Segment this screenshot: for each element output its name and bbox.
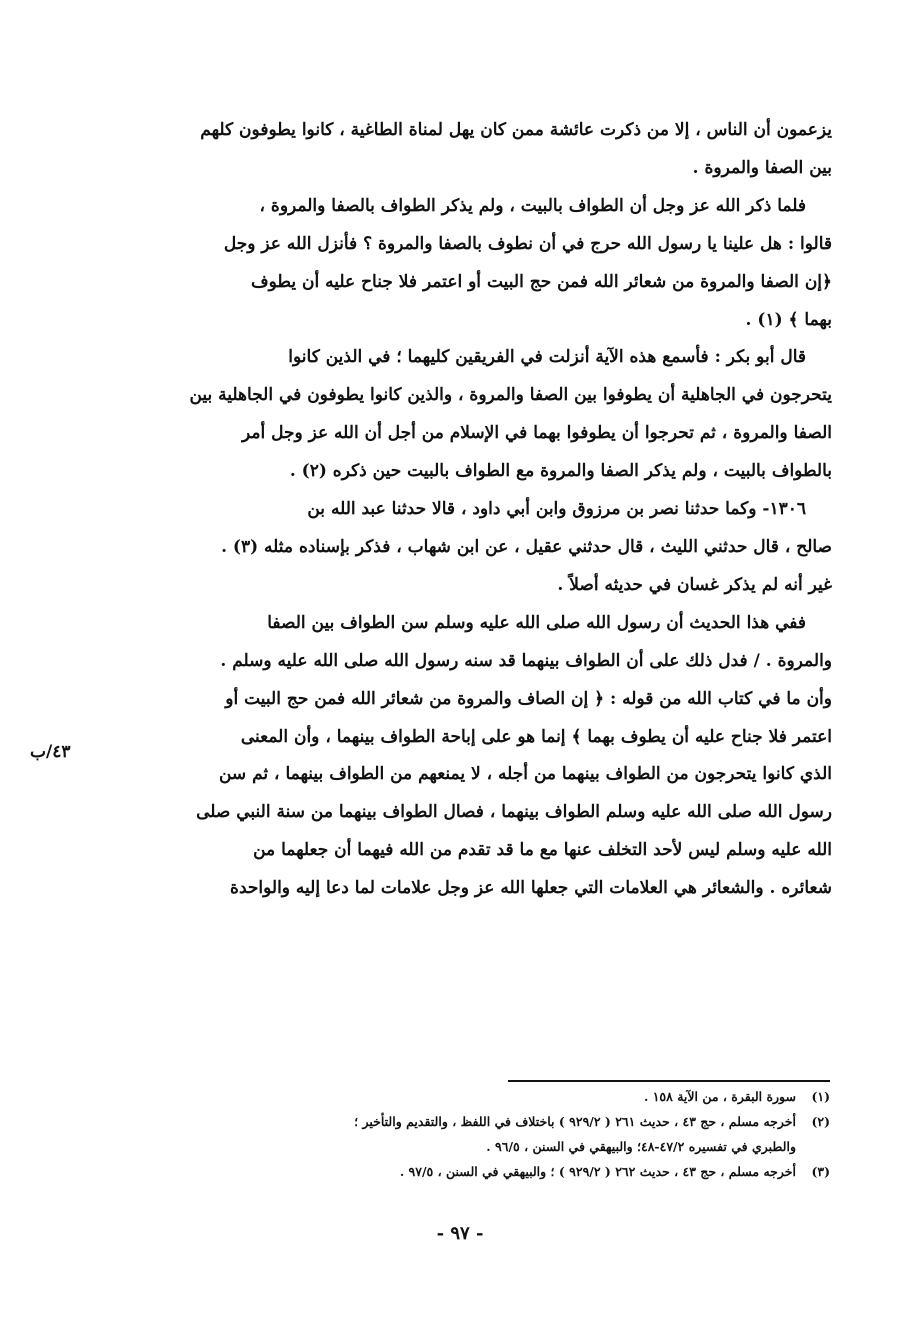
footnote-2 bbox=[112, 1109, 830, 1159]
line: شعائره . والشعائر هي العلامات التي جعلها الله عز وجل علامات لما دعا إليه والواحدة bbox=[230, 878, 832, 899]
footnote-line: أخرجه مسلم ، حج ٤٣ ، حديث ٢٦١ ( ٩٢٩/٢ ) باختلاف في اللفظ ، والتقديم والتأخير ؛ bbox=[354, 1114, 796, 1129]
line: ١٣٠٦- وكما حدثنا نصر بن مرزوق وابن أبي داود ، قالا حدثنا عبد الله بن bbox=[307, 499, 806, 520]
footnote-divider bbox=[508, 1080, 830, 1082]
line: صالح ، قال حدثني الليث ، قال حدثني عقيل ، عن ابن شهاب ، فذكر بإسناده مثله (٣) . bbox=[221, 536, 832, 557]
line: والمروة . / فدل ذلك على أن الطواف بينهما قد سنه رسول الله صلى الله عليه وسلم . bbox=[220, 650, 832, 671]
line: بين الصفا والمروة . bbox=[692, 157, 832, 178]
footnote-text bbox=[112, 1159, 796, 1184]
paragraph-5 bbox=[112, 605, 832, 908]
main-text bbox=[112, 112, 832, 908]
manuscript-folio-marker: ٤٣/ب bbox=[30, 742, 71, 762]
footnote-number: (١) bbox=[811, 1089, 830, 1104]
line: يتحرجون في الجاهلية أن يطوفوا بين الصفا والمروة ، والذين كانوا يطوفون في الجاهلية بين bbox=[189, 385, 832, 406]
line: فلما ذكر الله عز وجل أن الطواف بالبيت ، ولم يذكر الطواف بالصفا والمروة ، bbox=[259, 195, 806, 216]
paragraph-1 bbox=[112, 112, 832, 188]
line: الصفا والمروة ، ثم تحرجوا أن يطوفوا بهما في الإسلام من أجل أن الله عز وجل أمر bbox=[241, 423, 832, 444]
line: غير أنه لم يذكر غسان في حديثه أصلاً . bbox=[557, 574, 832, 595]
line: اعتمر فلا جناح عليه أن يطوف بهما ﴾ إنما هو على إباحة الطواف بينهما ، وأن المعنى bbox=[240, 726, 832, 747]
footnote-line: والطبري في تفسيره ٤٧/٢-٤٨؛ والبيهقي في السنن ، ٩٦/٥ . bbox=[486, 1139, 796, 1154]
line: رسول الله صلى الله عليه وسلم الطواف بينهما ، فصال الطواف بينهما من سنة النبي صلى bbox=[196, 802, 832, 823]
line: بهما ﴾ (١) . bbox=[745, 309, 832, 330]
line: وأن ما في كتاب الله من قوله : ﴿ إن الصاف والمروة من شعائر الله فمن حج البيت أو bbox=[225, 688, 832, 709]
line: بالطواف بالبيت ، ولم يذكر الصفا والمروة مع الطواف بالبيت حين ذكره (٢) . bbox=[289, 461, 832, 482]
line: الله عليه وسلم ليس لأحد التخلف عنها مع ما قد تقدم من الله فيهما أن جعلهما من bbox=[253, 840, 832, 861]
footnote-3 bbox=[112, 1159, 830, 1184]
paragraph-2 bbox=[112, 188, 832, 340]
footnote-text bbox=[112, 1084, 796, 1109]
line: قالوا : هل علينا يا رسول الله حرج في أن نطوف بالصفا والمروة ؟ فأنزل الله عز وجل bbox=[223, 233, 832, 254]
line: يزعمون أن الناس ، إلا من ذكرت عائشة ممن كان يهل لمناة الطاغية ، كانوا يطوفون كلهم bbox=[200, 120, 832, 140]
paragraph-3 bbox=[112, 339, 832, 491]
page-number: - ٩٧ - bbox=[436, 1223, 484, 1244]
footnote-1 bbox=[112, 1084, 830, 1109]
line: قال أبو بكر : فأسمع هذه الآية أنزلت في الفريقين كليهما ؛ في الذين كانوا bbox=[288, 347, 806, 368]
footnote-number: (٣) bbox=[811, 1164, 830, 1179]
line: ﴿إن الصفا والمروة من شعائر الله فمن حج البيت أو اعتمر فلا جناح عليه أن يطوف bbox=[251, 271, 832, 292]
footnote-line: سورة البقرة ، من الآية ١٥٨ . bbox=[643, 1089, 796, 1104]
footnotes bbox=[112, 1084, 830, 1184]
footnote-line: أخرجه مسلم ، حج ٤٣ ، حديث ٢٦٢ ( ٩٢٩/٢ ) ؛ والبيهقي في السنن ، ٩٧/٥ . bbox=[399, 1164, 796, 1179]
footnote-number: (٢) bbox=[811, 1114, 830, 1129]
line: ففي هذا الحديث أن رسول الله صلى الله عليه وسلم سن الطواف بين الصفا bbox=[267, 612, 806, 633]
line: الذي كانوا يتحرجون من الطواف بينهما من أجله ، لا يمنعهم من الطواف بينهما ، ثم سن bbox=[218, 764, 832, 785]
footnote-text bbox=[112, 1109, 796, 1159]
paragraph-4 bbox=[112, 491, 832, 605]
